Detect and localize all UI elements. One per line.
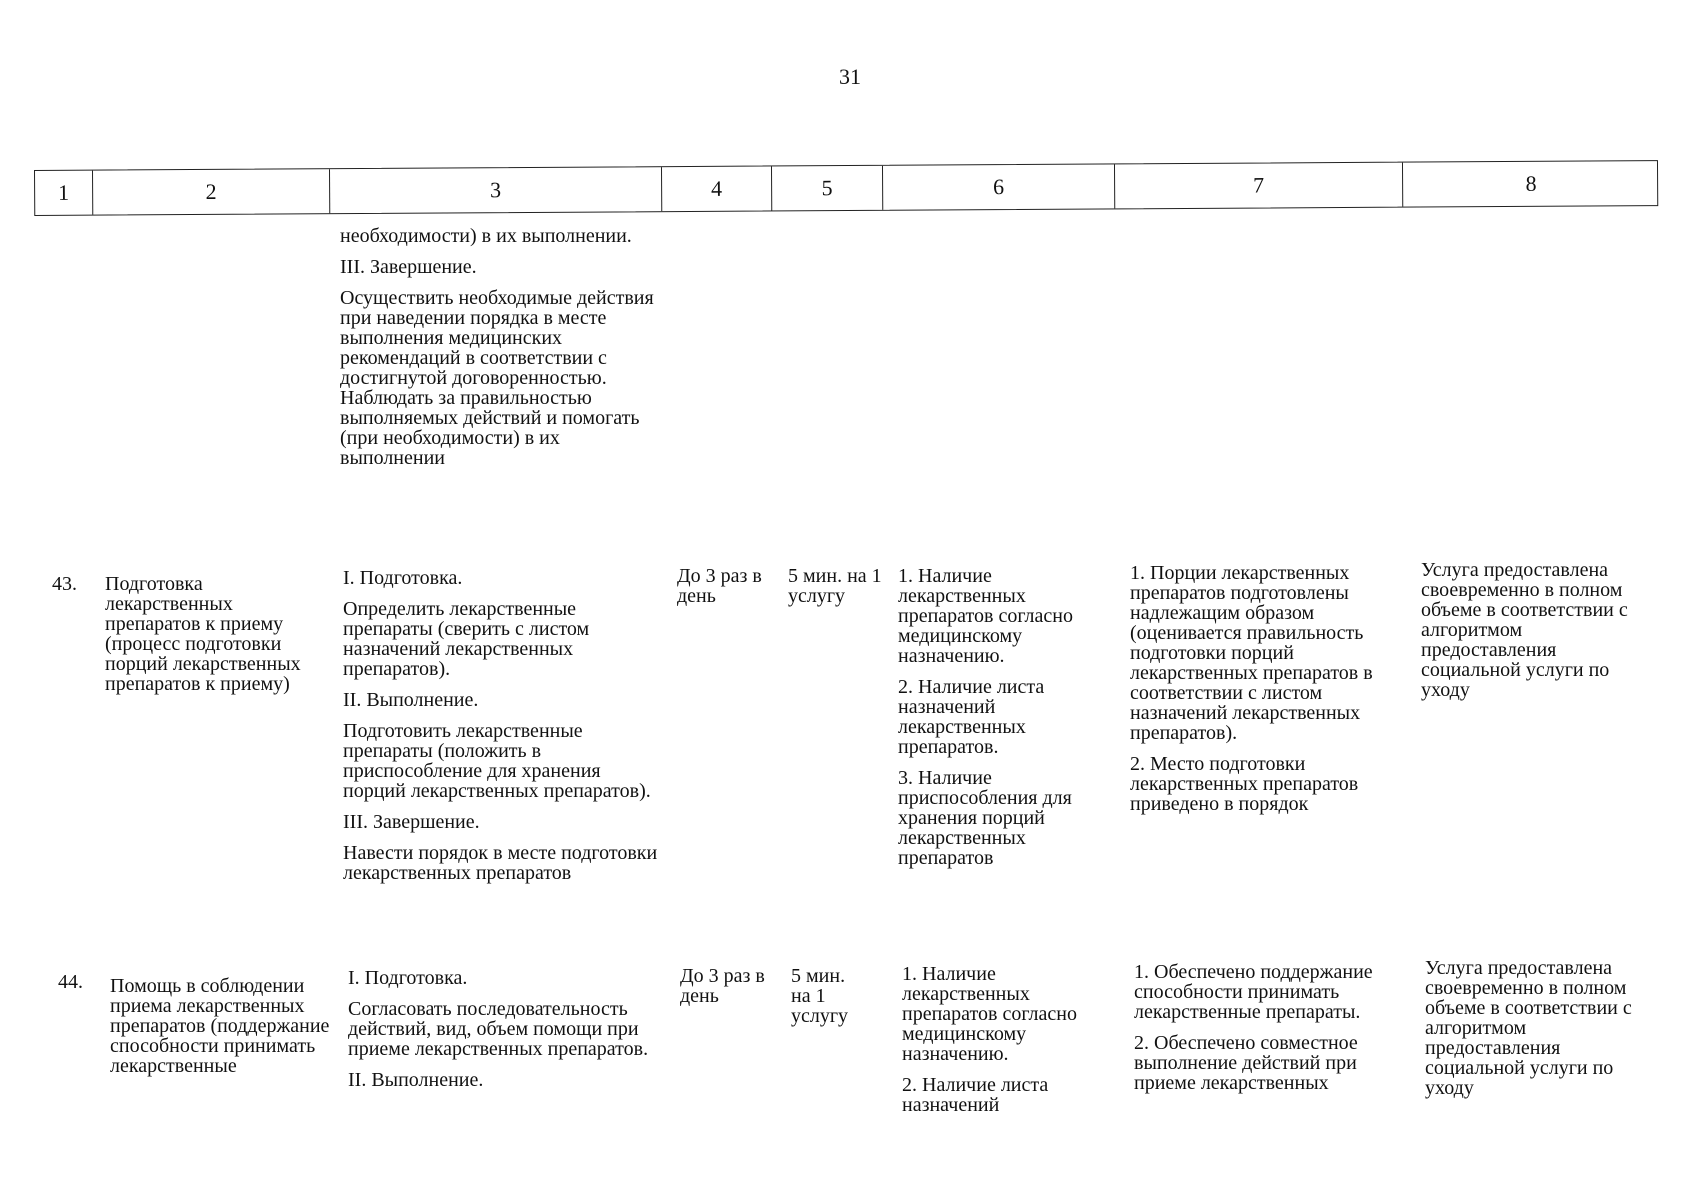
row-43-col3 [343,568,668,894]
row-43-col3-paragraph: III. Завершение. [343,811,480,833]
row-43-col3-paragraph: II. Выполнение. [343,689,479,711]
continuation-paragraph: необходимости) в их выполнении. [340,225,632,247]
row-43-col7-paragraph: 1. Порции лекарственных препаратов подготовлены надлежащим образом (оценивается правильность подготовки порций лекарственных препаратов в соответствии с листом назначений лекарственных препаратов). [1130,562,1373,744]
row-43-col3-paragraph: Навести порядок в месте подготовки лекарственных препаратов [343,842,658,884]
row-43-col6-paragraph: 2. Наличие листа назначений лекарственных препаратов. [898,676,1045,758]
continuation-paragraph: Осуществить необходимые действия при наведении порядка в месте выполнения медицинских рекомендаций в соответствии с достигнутой договоренностью. Наблюдать за правильностью выполняемых действий и помогать (при необходимости) в их выполнении [340,287,654,469]
row-43-col3-paragraph: Подготовить лекарственные препараты (положить в приспособление для хранения порций лекарственных препаратов). [343,720,651,802]
row-43-col6-paragraph: 1. Наличие лекарственных препаратов согласно медицинскому назначению. [898,565,1073,667]
row-44-col3-paragraph: I. Подготовка. [348,967,468,989]
row-43-col3-paragraph: I. Подготовка. [343,567,463,589]
row-44-col6-paragraph: 1. Наличие лекарственных препаратов согласно медицинскому назначению. [902,963,1077,1065]
row-43-col7-paragraph: 2. Место подготовки лекарственных препаратов приведено в порядок [1130,753,1359,815]
row-44-col7-paragraph: 2. Обеспечено совместное выполнение действий при приеме лекарственных [1134,1032,1358,1094]
row-44-col6 [902,964,1128,1126]
page-number: 31 [839,64,861,89]
row-44-col3 [348,968,673,1101]
row-44-number: 44. [58,971,83,993]
header-col-8: 8 [1402,161,1659,207]
header-col-5: 5 [771,166,882,211]
row-43-col7 [1130,563,1410,825]
continuation-paragraph: III. Завершение. [340,256,477,278]
row-44-col8: Услуга предоставлена своевременно в полном объеме в соответствии с алгоритмом предоставления социальной услуги по уходу [1425,957,1632,1099]
row-44-col7 [1134,962,1416,1104]
row-43-col6-paragraph: 3. Наличие приспособления для хранения порций лекарственных препаратов [898,767,1072,869]
row-43-col4: До 3 раз в день [677,565,762,607]
header-col-7: 7 [1114,163,1402,209]
row-44-col6-paragraph: 2. Наличие листа назначений [902,1074,1049,1116]
row-44-col5: 5 мин. на 1 услугу [791,965,849,1027]
row-43-number: 43. [52,573,77,595]
header-col-1: 1 [58,179,70,205]
continuation-col3 [340,226,662,479]
row-44-col7-paragraph: 1. Обеспечено поддержание способности принимать лекарственные препараты. [1134,961,1373,1023]
header-col-4: 4 [661,166,771,211]
row-44-col4: До 3 раз в день [680,965,765,1007]
row-44-name: Помощь в соблюдении приема лекарственных препаратов (поддержание способности принимать лекарственные [110,975,330,1077]
header-col-3: 3 [329,167,661,213]
row-43-name: Подготовка лекарственных препаратов к приему (процесс подготовки порций лекарственных препаратов к приему) [105,573,301,695]
row-44-col3-paragraph: Согласовать последовательность действий, вид, объем помощи при приеме лекарственных препаратов. [348,998,649,1060]
row-43-col6 [898,566,1124,879]
table-header-row [34,160,1658,216]
row-43-col3-paragraph: Определить лекарственные препараты (сверить с листом назначений лекарственных препаратов). [343,598,590,680]
header-col-6: 6 [882,164,1114,209]
header-col-2: 2 [92,169,329,214]
row-44-col3-paragraph: II. Выполнение. [348,1069,484,1091]
row-43-col5: 5 мин. на 1 услугу [788,565,882,607]
row-43-col8: Услуга предоставлена своевременно в полном объеме в соответствии с алгоритмом предоставления социальной услуги по уходу [1421,559,1628,701]
